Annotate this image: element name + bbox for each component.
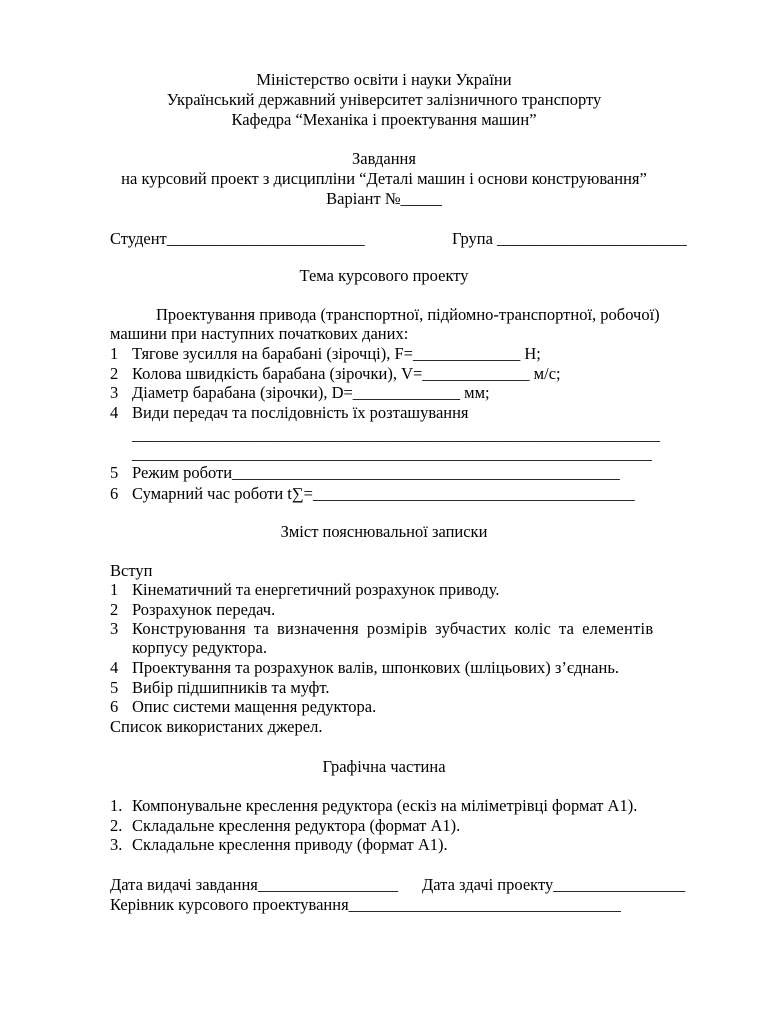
contents-item xyxy=(110,600,712,620)
contents-text: Вибір підшипників та муфт. xyxy=(132,678,330,697)
graphic-item xyxy=(110,796,712,816)
group-field: Група _______________________ xyxy=(452,229,687,248)
contents-text: Опис системи мащення редуктора. xyxy=(132,697,377,716)
contents-number: 6 xyxy=(110,697,119,716)
contents-item xyxy=(110,697,712,717)
contents-text: Проектування та розрахунок валів, шпонкових (шліцьових) з’єднань. xyxy=(132,658,619,677)
topic-intro-line2: машини при наступних початкових даних: xyxy=(110,324,409,343)
topic-heading: Тема курсового проекту xyxy=(299,266,469,285)
graphic-text: Складальне креслення приводу (формат А1). xyxy=(132,835,448,854)
param-item xyxy=(110,383,712,403)
param-number: 5 xyxy=(110,463,119,482)
param-item xyxy=(110,484,712,504)
param-number: 3 xyxy=(110,383,119,402)
graphic-item xyxy=(110,816,712,836)
contents-item xyxy=(110,619,712,659)
contents-text: Кінематичний та енергетичний розрахунок приводу. xyxy=(132,580,500,599)
variant-line: Варіант №_____ xyxy=(326,189,442,208)
graphic-number: 2. xyxy=(110,816,123,835)
contents-text-continued: корпусу редуктора. xyxy=(132,638,267,657)
sources-line: Список використаних джерел. xyxy=(110,717,323,736)
param-text: Тягове зусилля на барабані (зірочці), F=_____________ Н; xyxy=(132,344,541,363)
graphic-number: 3. xyxy=(110,835,123,854)
param-number: 4 xyxy=(110,403,119,422)
param-number: 6 xyxy=(110,484,119,503)
param-blank-line xyxy=(110,444,712,464)
param-text: Діаметр барабана (зірочки), D=_____________ мм; xyxy=(132,383,490,402)
issue-date-field: Дата видачі завдання_________________ xyxy=(110,875,399,894)
contents-number: 1 xyxy=(110,580,119,599)
param-item xyxy=(110,463,712,483)
contents-number: 4 xyxy=(110,658,119,677)
department-line: Кафедра “Механіка і проектування машин” xyxy=(231,110,537,129)
assignment-title: Завдання xyxy=(352,149,416,168)
contents-heading: Зміст пояснювальної записки xyxy=(280,522,488,541)
param-text: ________________________________________________________________ xyxy=(132,425,660,444)
contents-text: Конструювання та визначення розмірів зубчастих коліс та елементів xyxy=(132,619,654,638)
contents-item xyxy=(110,658,712,678)
param-item xyxy=(110,364,712,384)
supervisor-field: Керівник курсового проектування_________________________________ xyxy=(110,895,621,914)
student-field: Студент________________________ xyxy=(110,229,365,248)
graphic-item xyxy=(110,835,712,855)
param-text: _______________________________________________________________ xyxy=(132,444,652,463)
ministry-line: Міністерство освіти і науки України xyxy=(256,70,512,89)
param-text: Колова швидкість барабана (зірочки), V=_____________ м/с; xyxy=(132,364,561,383)
graphic-number: 1. xyxy=(110,796,123,815)
contents-text: Розрахунок передач. xyxy=(132,600,276,619)
university-line: Український державний університет залізничного транспорту xyxy=(166,90,602,109)
param-blank-line xyxy=(110,425,712,445)
topic-intro-line1: Проектування привода (транспортної, підйомно-транспортної, робочої) xyxy=(156,305,660,324)
graphic-text: Компонувальне креслення редуктора (ескіз на міліметрівці формат А1). xyxy=(132,796,638,815)
param-number: 2 xyxy=(110,364,119,383)
submit-date-field: Дата здачі проекту________________ xyxy=(422,875,686,894)
graphic-text: Складальне креслення редуктора (формат А1). xyxy=(132,816,461,835)
contents-number: 5 xyxy=(110,678,119,697)
graphic-heading: Графічна частина xyxy=(322,757,446,776)
assignment-subtitle: на курсовий проект з дисципліни “Деталі машин і основи конструювання” xyxy=(121,169,647,188)
param-text: Сумарний час роботи t∑=_______________________________________ xyxy=(132,484,635,503)
param-text: Види передач та послідовність їх розташування xyxy=(132,403,469,422)
contents-item xyxy=(110,678,712,698)
contents-number: 3 xyxy=(110,619,119,638)
param-number: 1 xyxy=(110,344,119,363)
contents-intro: Вступ xyxy=(110,561,153,580)
param-item xyxy=(110,344,712,364)
param-text: Режим роботи_______________________________________________ xyxy=(132,463,620,482)
param-item xyxy=(110,403,712,423)
contents-number: 2 xyxy=(110,600,119,619)
contents-item xyxy=(110,580,712,600)
